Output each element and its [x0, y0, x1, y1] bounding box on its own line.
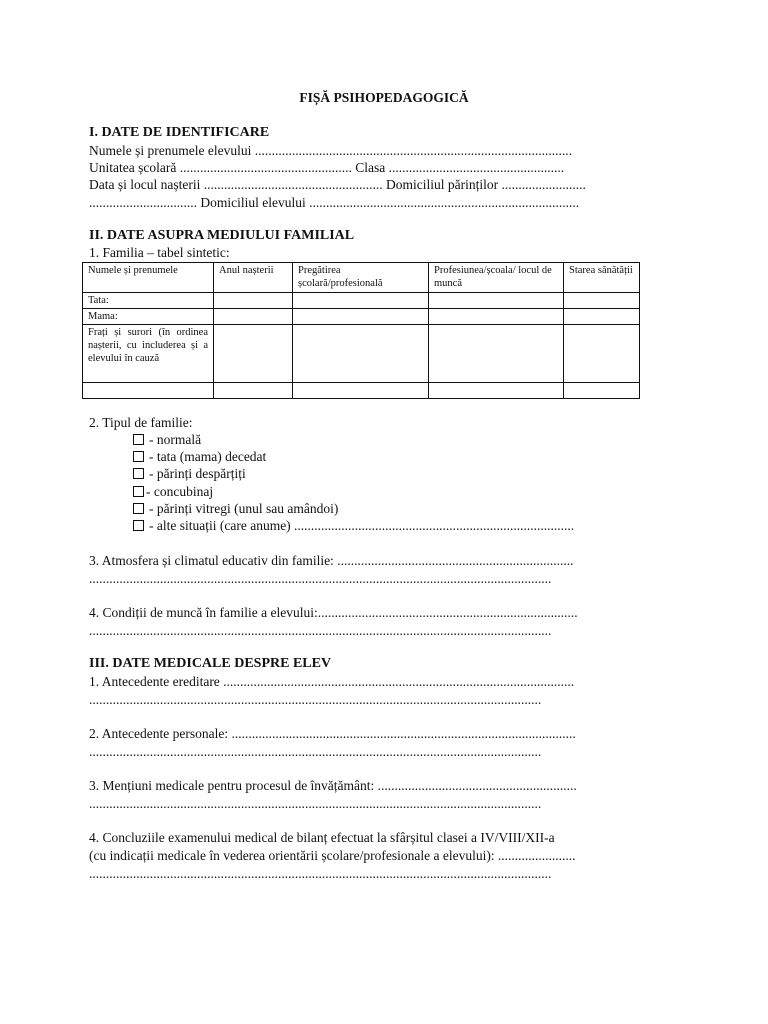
table-cell	[429, 293, 564, 309]
family-type-option[interactable]: - concubinaj	[133, 484, 213, 500]
table-header-cell: Starea sănătății	[564, 263, 640, 293]
family-type-option[interactable]: - normală	[133, 432, 201, 448]
table-row	[83, 293, 640, 309]
checkbox[interactable]	[133, 468, 144, 479]
section-1-heading: I. DATE DE IDENTIFICARE	[89, 125, 270, 140]
personal-history-cont: ......................................................................................................................................	[89, 744, 542, 759]
table-row-label: Mama:	[83, 309, 214, 325]
table-row-label	[83, 383, 214, 399]
table-cell	[214, 383, 293, 399]
table-cell	[429, 325, 564, 383]
medical-conclusions-cont: .........................................................................................................................................	[89, 866, 552, 881]
table-header-cell: Numele și prenumele	[83, 263, 214, 293]
table-cell	[564, 325, 640, 383]
medical-conclusions-line2: (cu indicații medicale în vederea orientării școlare/profesionale a elevului): .......................	[89, 848, 576, 863]
table-cell	[214, 309, 293, 325]
family-type-option[interactable]: - părinți vitregi (unul sau amândoi)	[133, 501, 338, 517]
work-conditions-line: 4. Condiții de muncă în familie a elevului:.............................................................................	[89, 605, 578, 620]
family-type-option[interactable]: - alte situații (care anume) ...................................................................................	[133, 518, 629, 534]
table-cell	[293, 325, 429, 383]
table-cell	[214, 293, 293, 309]
table-row-label: Frați și surori (în ordinea nașterii, cu includerea și a elevului în cauză	[83, 325, 214, 383]
table-header-cell: Profesiunea/școala/ locul de muncă	[429, 263, 564, 293]
checkbox[interactable]	[133, 451, 144, 462]
table-cell	[429, 383, 564, 399]
family-type-option[interactable]: - tata (mama) decedat	[133, 449, 266, 465]
table-row	[83, 383, 640, 399]
checkbox[interactable]	[133, 486, 144, 497]
checkbox[interactable]	[133, 520, 144, 531]
section-3-heading: III. DATE MEDICALE DESPRE ELEV	[89, 656, 332, 671]
table-row	[83, 325, 640, 383]
table-header-row	[83, 263, 640, 293]
family-type-label: 2. Tipul de familie:	[89, 415, 193, 430]
student-name-line: Numele și prenumele elevului ..............................................................................................	[89, 143, 572, 158]
table-cell	[293, 309, 429, 325]
family-table	[82, 262, 640, 399]
table-row	[83, 309, 640, 325]
table-cell	[564, 293, 640, 309]
medical-notes-line: 3. Mențiuni medicale pentru procesul de învățământ: ...........................................................	[89, 778, 577, 793]
table-cell	[293, 293, 429, 309]
personal-history-line: 2. Antecedente personale: ......................................................................................................	[89, 726, 576, 741]
table-cell	[429, 309, 564, 325]
table-cell	[564, 383, 640, 399]
page-title: FIȘĂ PSIHOPEDAGOGICĂ	[299, 90, 469, 105]
checkbox[interactable]	[133, 434, 144, 445]
medical-notes-cont: ......................................................................................................................................	[89, 796, 542, 811]
table-cell	[564, 309, 640, 325]
birth-domicile-line: Data și locul nașterii ..................................................... Domiciliul părinților .........................	[89, 177, 586, 192]
medical-conclusions-line: 4. Concluziile examenului medical de bilanț efectuat la sfârșitul clasei a IV/VIII/XII-a	[89, 830, 555, 845]
student-domicile-line: ................................ Domiciliul elevului ................................................................................	[89, 195, 580, 210]
hereditary-cont: ......................................................................................................................................	[89, 692, 542, 707]
family-table-intro: 1. Familia – tabel sintetic:	[89, 245, 230, 260]
table-row-label: Tata:	[83, 293, 214, 309]
hereditary-line: 1. Antecedente ereditare ........................................................................................................	[89, 674, 575, 689]
family-atmosphere-line: 3. Atmosfera și climatul educativ din familie: ......................................................................	[89, 553, 574, 568]
table-cell	[214, 325, 293, 383]
work-conditions-cont: .........................................................................................................................................	[89, 623, 552, 638]
table-header-cell: Pregătirea școlară/profesională	[293, 263, 429, 293]
table-cell	[293, 383, 429, 399]
family-atmosphere-cont: .........................................................................................................................................	[89, 571, 552, 586]
family-type-option[interactable]: - părinți despărțiți	[133, 466, 246, 482]
section-2-heading: II. DATE ASUPRA MEDIULUI FAMILIAL	[89, 228, 355, 243]
table-header-cell: Anul nașterii	[214, 263, 293, 293]
checkbox[interactable]	[133, 503, 144, 514]
school-class-line: Unitatea școlară ................................................... Clasa ....................................................	[89, 160, 565, 175]
